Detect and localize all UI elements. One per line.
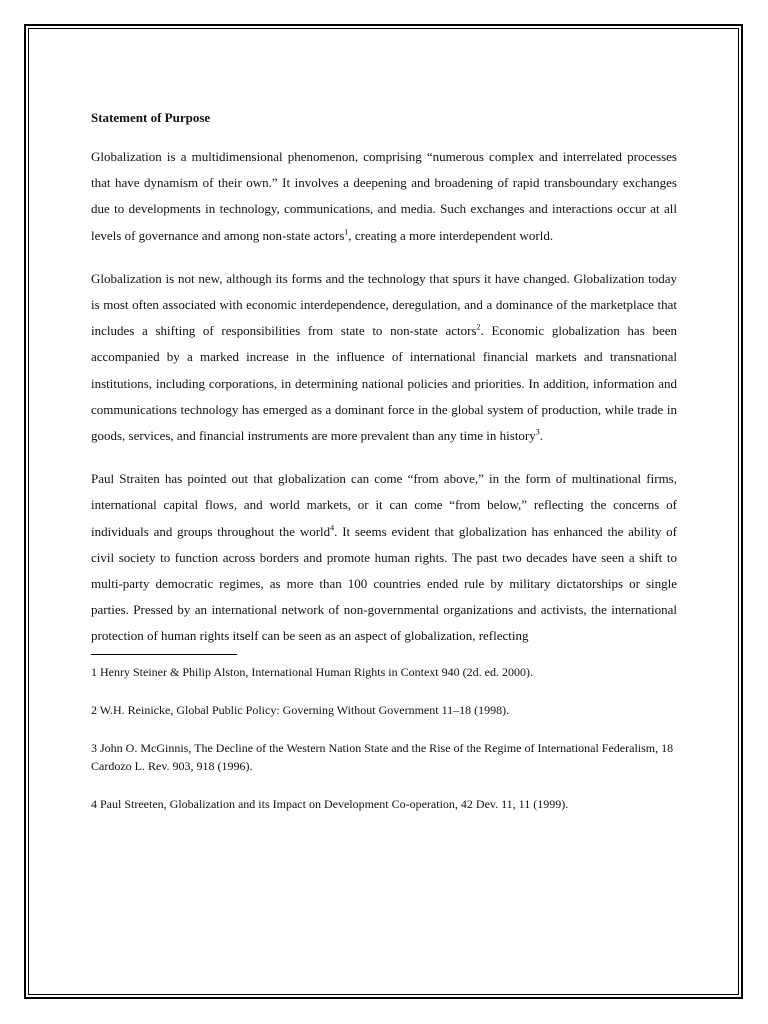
paragraph-3-text-b: . It seems evident that globalization has enhanced the ability of civil society to function across borders and promote human rights. The past two decades have seen a shift to multi-party democratic regimes, as more than 100 countries ended rule by military dictatorships or single parties. Pressed by an international network of non-governmental organizations and activists, the international protection of human rights itself can be seen as an aspect of globalization, reflecting [91,523,677,644]
paragraph-3-text-a: Paul Straiten has pointed out that globalization can come “from above,” in the form of multinational firms, international capital flows, and world markets, or it can come “from below,” reflecting the concerns of individuals and groups throughout the world [91,471,677,539]
paragraph-1-text-a: Globalization is a multidimensional phenomenon, comprising “numerous complex and interrelated processes that have dynamism of their own.” It involves a deepening and broadening of rapid transboundary exchanges due to developments in technology, communications, and media. Such exchanges and interactions occur at all levels of governance and among non-state actors [91,149,677,243]
footnote-1: 1 Henry Steiner & Philip Alston, International Human Rights in Context 940 (2d. ed. 2000). [91,664,533,679]
paragraph-2-text-c: . [539,428,544,444]
paragraph-2-text-b: . Economic globalization has been accompanied by a marked increase in the influence of international financial markets and transnational institutions, including corporations, in determining national policies and priorities. In addition, information and communications technology has emerged as a dominant force in the global system of production, while trade in goods, services, and financial instruments are more prevalent than any time in history [91,323,677,444]
paragraph-1-text-b: , creating a more interdependent world. [348,227,554,243]
document-heading: Statement of Purpose [91,110,211,125]
paragraph-3 [91,466,677,649]
footnote-ref-1: 1 [344,227,349,237]
document-body [91,104,677,833]
footnote-ref-2: 2 [476,322,481,332]
footnote-separator [91,654,237,655]
footnote-2: 2 W.H. Reinicke, Global Public Policy: Governing Without Government 11–18 (1998). [91,702,510,717]
footnote-4: 4 Paul Streeten, Globalization and its Impact on Development Co-operation, 42 Dev. 11, 11 (1999). [91,796,569,811]
paragraph-1 [91,144,677,249]
paragraph-2-text-a: Globalization is not new, although its forms and the technology that spurs it have changed. Globalization today is most often associated with economic interdependence, deregulation, and a dominance of the marketplace that includes a shifting of responsibilities from state to non-state actors [91,270,677,339]
footnote-ref-3: 3 [535,427,540,437]
footnote-ref-4: 4 [330,523,335,533]
footnote-3: 3 John O. McGinnis, The Decline of the Western Nation State and the Rise of the Regime of International Federalism, 18 Cardozo L. Rev. 903, 918 (1996). [91,740,674,773]
paragraph-2 [91,266,677,449]
